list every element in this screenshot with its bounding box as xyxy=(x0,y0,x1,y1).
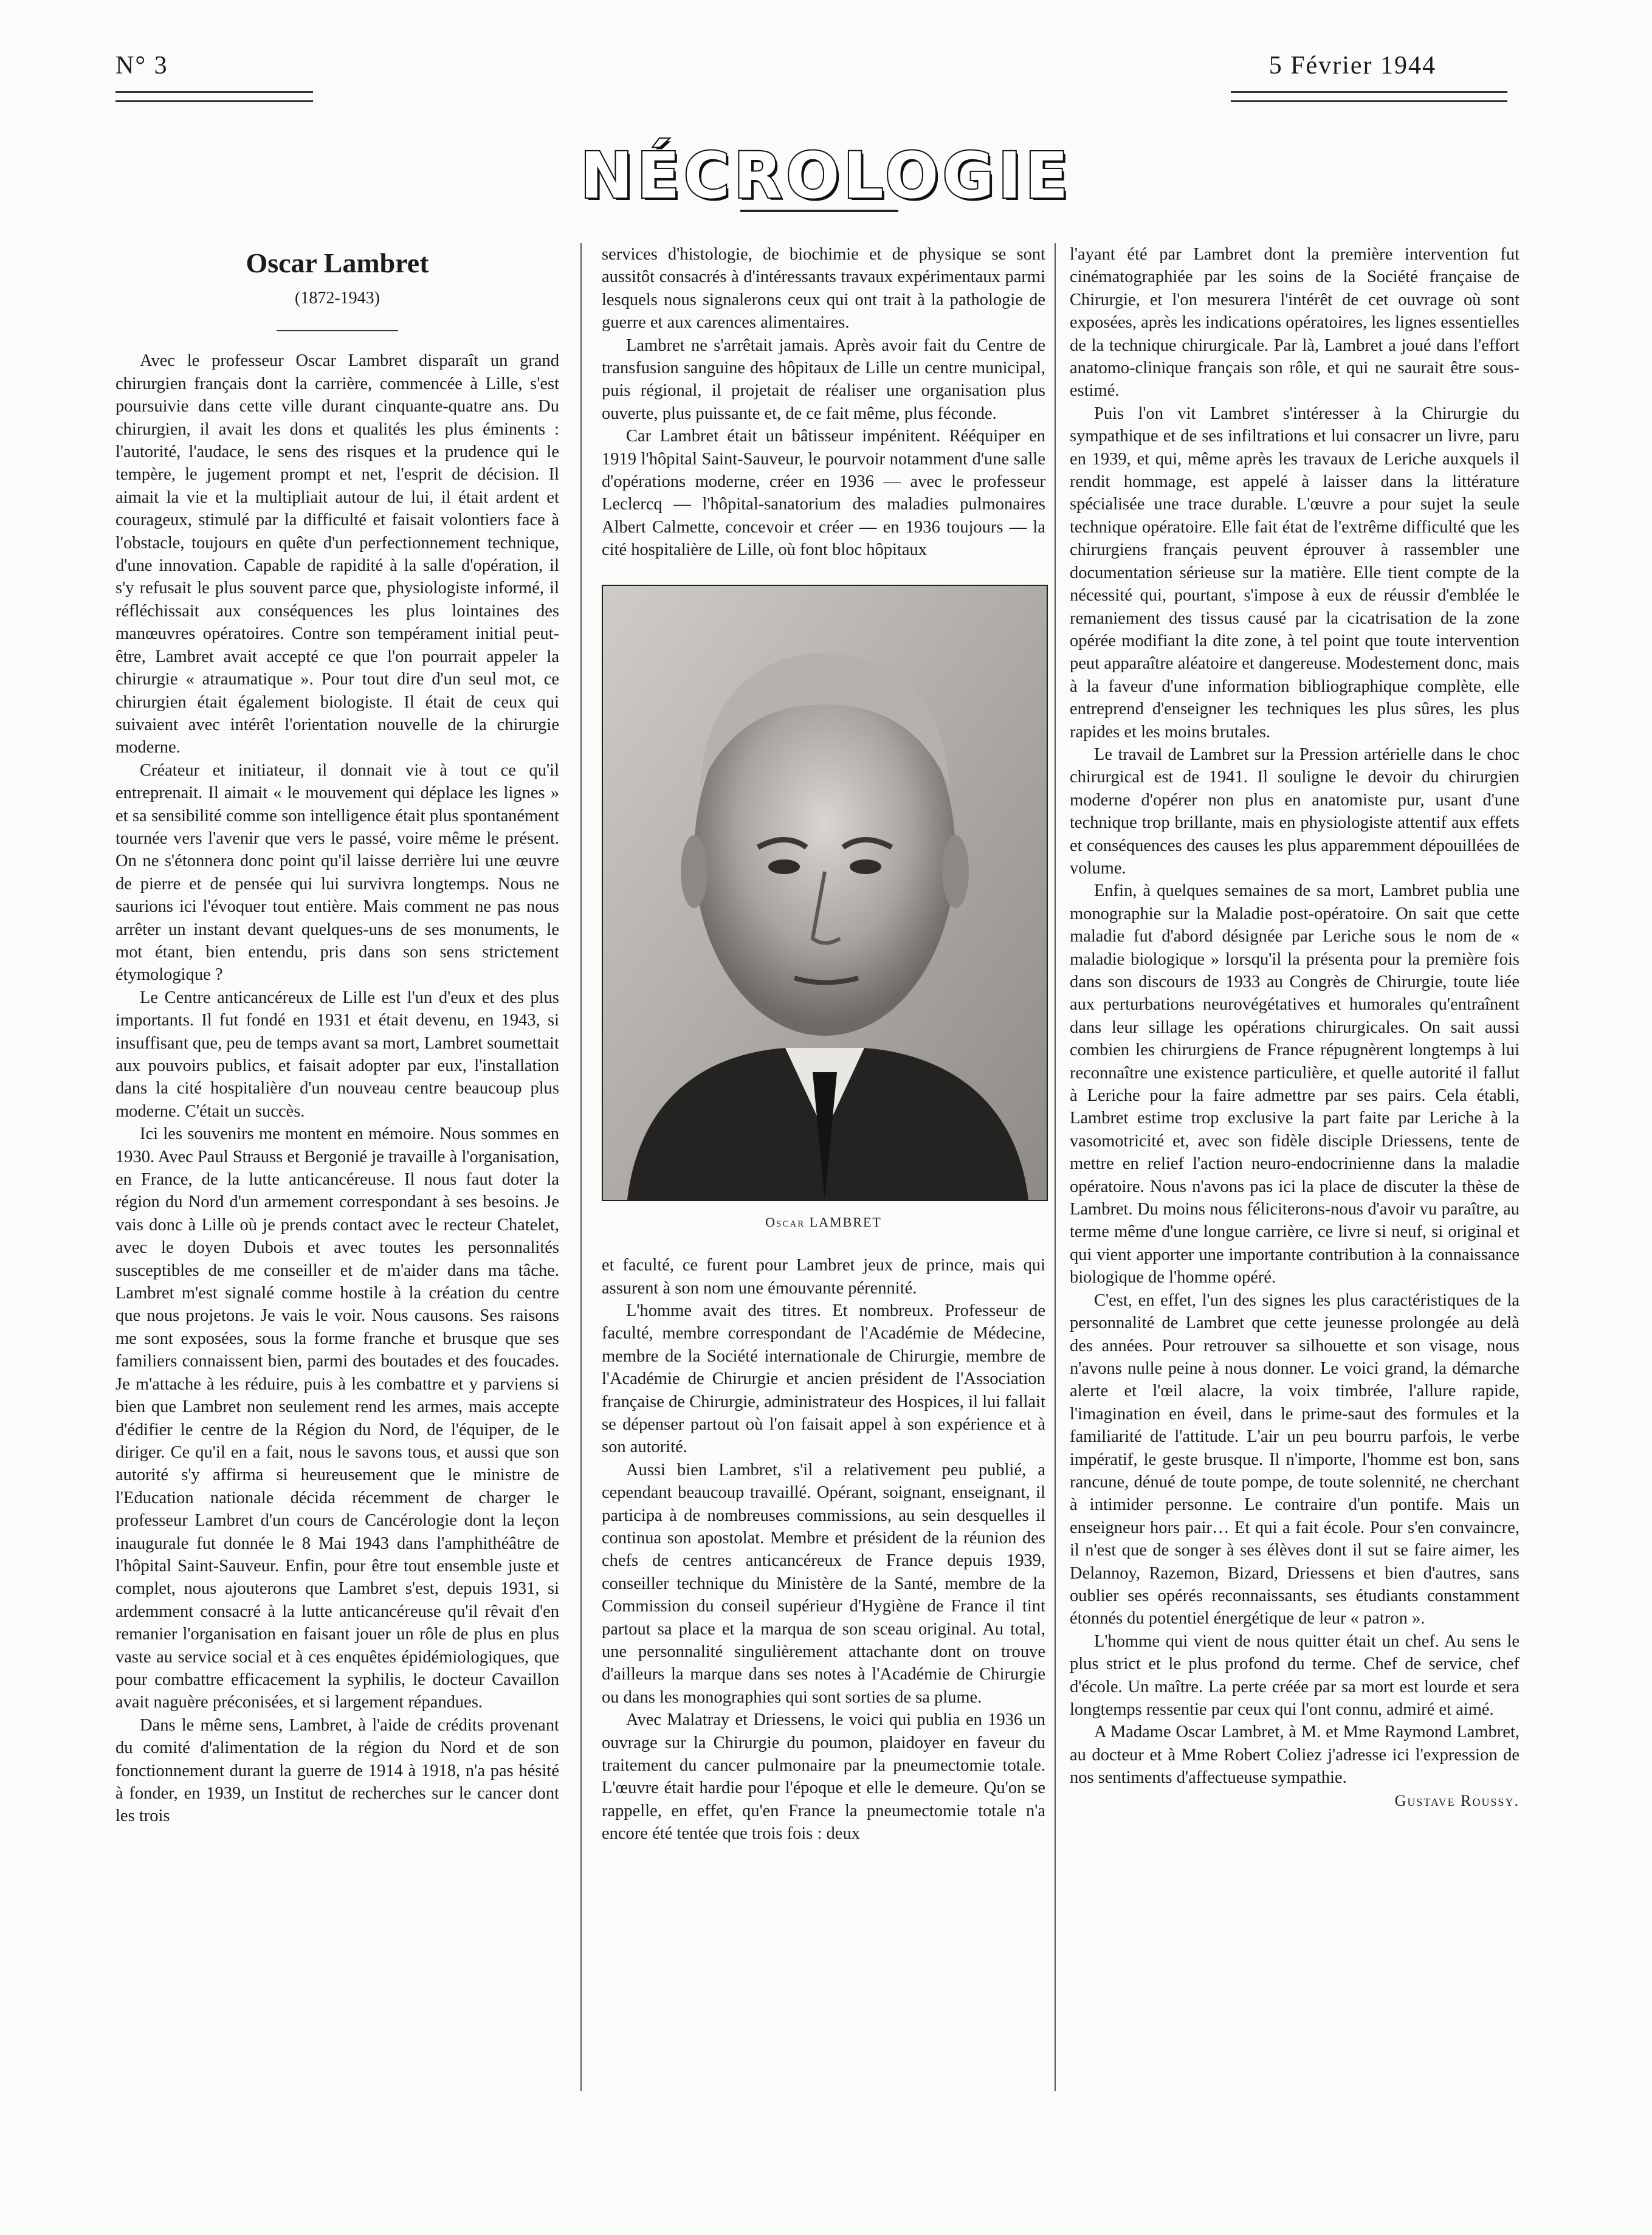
paragraph: services d'histologie, de biochimie et de physique se sont aussitôt consacrés à d'intéressants travaux expérimentaux parmi lesquels nous signalerons ceux qui ont trait à la pathologie de guerre et aux carences alimentaires. xyxy=(602,245,1045,332)
portrait-figure xyxy=(602,585,1045,1233)
article-name: Oscar Lambret xyxy=(246,247,429,278)
paragraph: l'ayant été par Lambret dont la première intervention fut cinématographiée par les soins de la Société française de Chirurgie, et l'on mesurera l'intérêt de cet ouvrage où sont exposées, après les indications opératoires, les lignes essentielles de la technique chirurgicale. Par là, Lambret a joué dans l'effort anatomo-clinique français son rôle, et qui ne saurait être sous-estimé. xyxy=(1070,245,1519,401)
paragraph: L'homme qui vient de nous quitter était un chef. Au sens le plus strict et le plus profond du terme. Chef de service, chef d'école. Un maître. La perte créée par sa mort est lourde et sera longtemps ressentie par ceux qui l'ont connu, admiré et aimé. xyxy=(1070,1631,1519,1719)
photo-caption: Oscar LAMBRET xyxy=(765,1214,882,1230)
portrait-photo xyxy=(602,585,1048,1201)
paragraph: Le Centre anticancéreux de Lille est l'un d'eux et des plus importants. Il fut fondé en 1931 et était devenu, en 1943, si insuffisant que, peu de temps avant sa mort, Lambret soumettait aux pouvoirs publics, et faisait adopter par eux, l'installation dans la cité hospitalière d'un nouveau centre beaucoup plus moderne. C'était un succès. xyxy=(115,988,560,1121)
name-rule xyxy=(277,330,398,331)
header-rule-right xyxy=(1231,91,1507,102)
paragraph: Aussi bien Lambret, s'il a relativement peu publié, a cependant beaucoup travaillé. Opérant, soignant, enseignant, il participa à de nombreuses commissions, au sein desquelles il continua son apostolat. Membre et président de la réunion des chefs de centres anticancéreux de France depuis 1939, conseiller technique du Ministère de la Santé, membre de la Commission du conseil supérieur d'Hygiène de France il tint partout sa place et la marqua de son sceau original. Au total, une personnalité singulièrement attachante dont on trouve d'ailleurs la marque dans ses notes à l'Académie de Chirurgie ou dans les monographies qui sont sorties de sa plume. xyxy=(602,1460,1045,1707)
column-3 xyxy=(1070,243,1519,1812)
paragraph: Dans le même sens, Lambret, à l'aide de crédits provenant du comité d'alimentation de la région du Nord et de son fonctionnement durant la guerre de 1914 à 1918, n'a pas hésité à fonder, en 1939, un Institut de recherches sur le cancer dont les trois xyxy=(115,1715,559,1826)
paragraph: Le travail de Lambret sur la Pression artérielle dans le choc chirurgical est de 1941. Il souligne le devoir du chirurgien moderne d'opérer non plus en anatomiste pur, usant d'une technique trop brillante, mais en physiologiste attentif aux effets et conséquences des causes les plus apparemment dépouillées de volume. xyxy=(1070,745,1519,878)
portrait-image xyxy=(603,586,1047,1200)
column-separator xyxy=(580,243,582,2091)
author-signature: Gustave Roussy. xyxy=(1394,1791,1519,1810)
paragraph: Avec Malatray et Driessens, le voici qui publia en 1936 un ouvrage sur la Chirurgie du poumon, plaidoyer en faveur du traitement du cancer pulmonaire par la pneumectomie totale. L'œuvre était hardie pour l'époque et elle le demeure. Qu'on se rappelle, en effet, qu'en France la pneumectomie totale n'a encore été tentée que trois fois : deux xyxy=(602,1710,1045,1844)
header-rule-left xyxy=(115,91,313,102)
paragraph: Puis l'on vit Lambret s'intéresser à la Chirurgie du sympathique et de ses infiltrations et lui consacrer un livre, paru en 1939, et qui, même après les travaux de Leriche auxquels il rendit hommage, est appelé à laisser dans la littérature spécialisée une trace durable. L'œuvre a pour sujet la seule technique opératoire. Elle fait état de l'extrême difficulté que les chirurgiens français peuvent éprouver à rassembler une documentation sérieuse sur la matière. Elle tient compte de la nécessité qui, pourtant, s'impose à eux de réussir d'emblée le remaniement des tissus causé par la cicatrisation de la zone opérée modifiant la dite zone, à tel point que toute intervention peut apparaître aléatoire et dangereuse. Modestement donc, mais à la faveur d'une information bibliographique complète, elle entreprend d'enseigner les techniques les plus sûres, les plus rapides et les moins brutales. xyxy=(1070,404,1519,742)
issue-date: 5 Février 1944 xyxy=(1268,52,1436,80)
paragraph: Créateur et initiateur, il donnait vie à tout ce qu'il entreprenait. Il aimait « le mouvement qui déplace les lignes » et sa sensibilité comme son intelligence était plus spontanément tournée vers l'avenir que vers le passé, voire même le présent. On ne s'étonnera donc point qu'il laisse derrière lui une œuvre de pierre et de pensée qui lui survivra longtemps. Nous ne saurions ici l'évoquer tout entière. Mais comment ne pas nous arrêter un instant devant quelques-uns de ses monuments, le mot étant, bien entendu, pris dans son sens strictement étymologique ? xyxy=(115,760,559,985)
title-rule xyxy=(740,210,898,212)
paragraph: Ici les souvenirs me montent en mémoire. Nous sommes en 1930. Avec Paul Strauss et Bergonié je travaille à l'organisation, en France, de la lutte anticancéreuse. Il nous faut doter la région du Nord d'un armement correspondant à ses besoins. Je vais donc à Lille où je prends contact avec le recteur Chatelet, avec le doyen Dubois et avec toutes les personnalités susceptibles de me conseiller et de m'aider dans ma tâche. Lambret m'est signalé comme hostile à la création du centre que nous projetons. Je vais le voir. Nous causons. Ses raisons me sont exposées, sous la forme franche et brusque que ses familiers connaissent bien, parmi des boutades et des foucades. Je m'attache à les réduire, puis à les combattre et y parviens si bien que Lambret non seulement rend les armes, mais accepte d'édifier le centre de la Région du Nord, de l'équiper, de le diriger. Ce qu'il en a fait, nous le savons tous, et aussi que son autorité s'y affirma si heureusement que le ministre de l'Education nationale décida récemment de charger le professeur Lambret d'un cours de Cancérologie dont la leçon inaugurale fut donnée le 8 Mai 1943 dans l'amphithéâtre de l'hôpital Saint-Sauveur. Enfin, pour être tout ensemble juste et complet, nous ajouterons que Lambret s'est, depuis 1931, si ardemment consacré à la lutte anticancéreuse qu'il rêvait d'en remanier l'organisation en faisant jouer un rôle de plus en plus vaste au service social et à ces enquêtes épidémiologiques, que pour combattre efficacement la syphilis, le docteur Cavaillon avait naguère préconisées, et si largement répandues. xyxy=(115,1124,559,1712)
paragraph: Lambret ne s'arrêtait jamais. Après avoir fait du Centre de transfusion sanguine des hôpitaux de Lille un centre municipal, puis régional, il projetait de réaliser une organisation plus ouverte, plus puissante et, de ce fait même, plus féconde. xyxy=(602,336,1045,423)
paragraph: Avec le professeur Oscar Lambret disparaît un grand chirurgien français dont la carrière, commencée à Lille, s'est poursuivie dans cette ville durant cinquante-quatre ans. Du chirurgien, il avait les dons et qualités les plus éminents : l'autorité, l'audace, le sens des risques et la prudence qui le tempère, le jugement prompt et net, l'esprit de décision. Il aimait la vie et la multipliait autour de lui, il était ardent et courageux, stimulé par la difficulté et faisait volontiers face à l'obstacle, toujours en quête d'un perfectionnement technique, d'une innovation. Capable de rapidité à la salle d'opération, il s'y refusait le plus souvent parce que, physiologiste informé, il réfléchissait aux conséquences les plus lointaines des manœuvres opératoires. Contre son tempérament initial peut-être, Lambret avait accepté ce que l'on pourrait appeler la chirurgie « atraumatique ». Pour tout dire d'un seul mot, ce chirurgien était également biologiste. Il était de ceux qui suivaient avec intérêt l'orientation nouvelle de la chirurgie moderne. xyxy=(115,351,559,757)
column-1 xyxy=(115,243,559,1828)
issue-number: N° 3 xyxy=(115,52,168,80)
column-2 xyxy=(602,243,1045,1845)
column-separator xyxy=(1055,243,1056,2091)
paragraph: Enfin, à quelques semaines de sa mort, Lambret publia une monographie sur la Maladie post-opératoire. On sait que cette maladie fut d'abord désignée par Leriche sous le nom de « maladie biologique » lorsqu'il la présenta pour la première fois dans son discours de 1933 au Congrès de Chirurgie, toute liée aux perturbations neurovégétatives et humorales qu'entraînent dans leur sillage les opérations chirurgicales. On sait aussi combien les chirurgiens de France répugnèrent longtemps à lui reconnaître une existence particulière, et quelle autorité il fallut à Leriche pour la faire admettre par ses pairs. Cela établi, Lambret estime trop exclusive la part faite par Leriche à la vasomotricité et, avec son fidèle disciple Driessens, tente de mettre en relief l'action neuro-endocrinienne dans la maladie opératoire. Nous n'avons pas ici la place de discuter la thèse de Lambret. Du moins nous féliciterons-nous d'avoir vu paraître, au terme même d'une longue carrière, ce livre si neuf, si original et qui vient apporter une importante contribution à la connaissance biologique de l'homme opéré. xyxy=(1070,881,1519,1287)
paragraph: Car Lambret était un bâtisseur impénitent. Rééquiper en 1919 l'hôpital Saint-Sauveur, le pourvoir notamment d'une salle d'opérations moderne, créer en 1936 — avec le professeur Leclercq — l'hôpital-sanatorium des maladies pulmonaires Albert Calmette, concevoir et créer — en 1936 toujours — la cité hospitalière de Lille, où font bloc hôpitaux xyxy=(602,427,1045,560)
paragraph: L'homme avait des titres. Et nombreux. Professeur de faculté, membre correspondant de l'Académie de Médecine, membre de la Société internationale de Chirurgie, membre de l'Académie de Chirurgie et ancien président de l'Association française de Chirurgie, administrateur des Hospices, il lui fallait se dépenser partout où l'on faisait appel à son expérience et à son autorité. xyxy=(602,1301,1045,1457)
article-dates: (1872-1943) xyxy=(295,289,380,308)
paragraph: A Madame Oscar Lambret, à M. et Mme Raymond Lambret, au docteur et à Mme Robert Coliez j'adresse ici l'expression de nos sentiments d'affectueuse sympathie. xyxy=(1070,1723,1519,1788)
paragraph: et faculté, ce furent pour Lambret jeux de prince, mais qui assurent à son nom une émouvante pérennité. xyxy=(602,1256,1045,1298)
paragraph: C'est, en effet, l'un des signes les plus caractéristiques de la personnalité de Lambret que cette jeunesse prolongée au delà des années. Pour retrouver sa silhouette et son visage, nous n'avons nulle peine à nous donner. Le voici grand, la démarche alerte et l'œil alacre, la voix timbrée, l'allure rapide, l'imagination en éveil, dans le prime-saut des formules et la familiarité de l'attitude. L'air un peu bourru parfois, le verbe impératif, le geste brusque. Il n'importe, l'homme est bon, sans rancune, dénué de toute pompe, de toute solennité, ne cherchant à intimider personne. Le contraire d'un pontife. Mais un enseigneur hors pair… Et qui a fait école. Pour s'en convaincre, il n'est que de songer à ses élèves dont il sut se faire aimer, les Delannoy, Razemon, Bizard, Driessens et bien d'autres, sans oublier ses opérés reconnaissants, ses étudiants constamment étonnés du potentiel énergétique de leur « patron ». xyxy=(1070,1290,1519,1628)
section-title: NÉCROLOGIE xyxy=(580,139,1072,213)
